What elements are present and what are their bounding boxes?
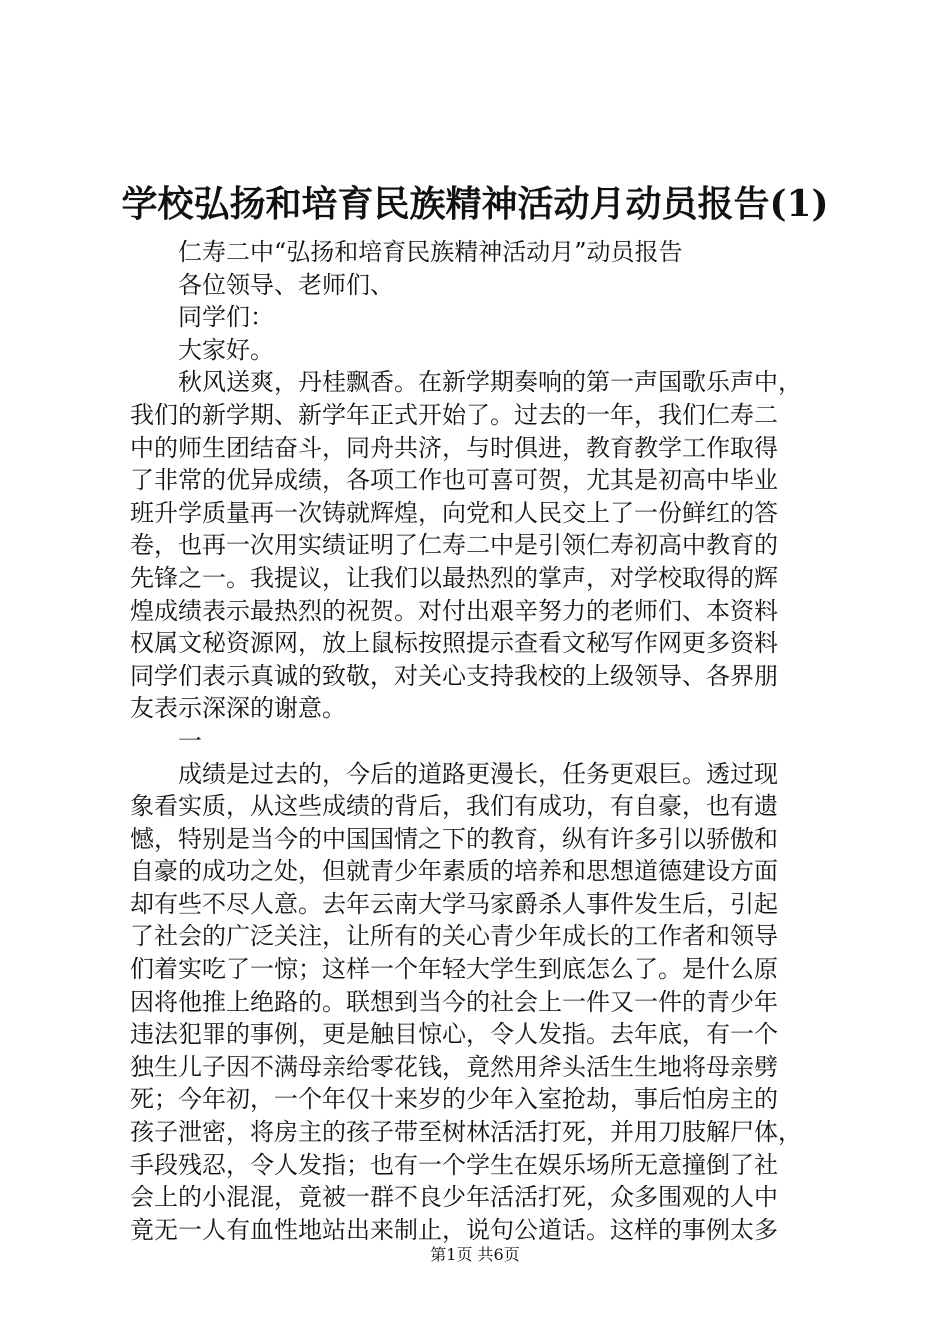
text-line: 各位领导、老师们、	[178, 270, 394, 299]
text-line: 一	[178, 726, 202, 755]
text-line: 会上的小混混，竟被一群不良少年活活打死，众多围观的人中	[130, 1183, 778, 1212]
text-line: 班升学质量再一次铸就辉煌，向党和人民交上了一份鲜红的答	[130, 498, 778, 527]
text-line: 手段残忍，令人发指；也有一个学生在娱乐场所无意撞倒了社	[130, 1150, 778, 1179]
text-line: 孩子泄密，将房主的孩子带至树林活活打死，并用刀肢解尸体，	[130, 1118, 802, 1147]
text-line: 权属文秘资源网，放上鼠标按照提示查看文秘写作网更多资料	[130, 629, 778, 658]
text-line: 了社会的广泛关注，让所有的关心青少年成长的工作者和领导	[130, 922, 778, 951]
text-line: 煌成绩表示最热烈的祝贺。对付出艰辛努力的老师们、本资料	[130, 596, 778, 625]
text-line: 仁寿二中“弘扬和培育民族精神活动月”动员报告	[178, 238, 683, 266]
text-line: 却有些不尽人意。去年云南大学马家爵杀人事件发生后，引起	[130, 889, 778, 918]
page-footer: 第1页 共6页	[430, 1245, 520, 1264]
document-body	[130, 236, 830, 1246]
text-line: 了非常的优异成绩，各项工作也可喜可贺，尤其是初高中毕业	[130, 466, 778, 495]
text-line: 们着实吃了一惊；这样一个年轻大学生到底怎么了。是什么原	[130, 955, 778, 984]
text-line: 中的师生团结奋斗，同舟共济，与时俱进，教育教学工作取得	[130, 433, 778, 462]
text-line: 我们的新学期、新学年正式开始了。过去的一年，我们仁寿二	[130, 400, 778, 429]
text-line: 大家好。	[178, 335, 274, 364]
text-line: 竟无一人有血性地站出来制止，说句公道话。这样的事例太多	[130, 1215, 778, 1244]
text-line: 秋风送爽，丹桂飘香。在新学期奏响的第一声国歌乐声中，	[178, 368, 802, 397]
text-line: 友表示深深的谢意。	[130, 694, 346, 723]
text-line: 憾，特别是当今的中国国情之下的教育，纵有许多引以骄傲和	[130, 824, 778, 853]
text-line: 自豪的成功之处，但就青少年素质的培养和思想道德建设方面	[130, 857, 778, 886]
text-line: 独生儿子因不满母亲给零花钱，竟然用斧头活生生地将母亲劈	[130, 1052, 778, 1081]
text-line: 象看实质，从这些成绩的背后，我们有成功，有自豪，也有遗	[130, 792, 778, 821]
text-line: 卷，也再一次用实绩证明了仁寿二中是引领仁寿初高中教育的	[130, 531, 778, 560]
text-line: 违法犯罪的事例，更是触目惊心，令人发指。去年底，有一个	[130, 1020, 778, 1049]
text-line: 同学们：	[178, 303, 274, 332]
text-line: 先锋之一。我提议，让我们以最热烈的掌声，对学校取得的辉	[130, 563, 778, 592]
document-title: 学校弘扬和培育民族精神活动月动员报告(1)	[121, 183, 829, 225]
text-line: 同学们表示真诚的致敬，对关心支持我校的上级领导、各界朋	[130, 661, 778, 690]
text-line: 成绩是过去的，今后的道路更漫长，任务更艰巨。透过现	[178, 759, 778, 788]
text-line: 因将他推上绝路的。联想到当今的社会上一件又一件的青少年	[130, 987, 778, 1016]
text-line: 死；今年初，一个年仅十来岁的少年入室抢劫，事后怕房主的	[130, 1085, 778, 1114]
